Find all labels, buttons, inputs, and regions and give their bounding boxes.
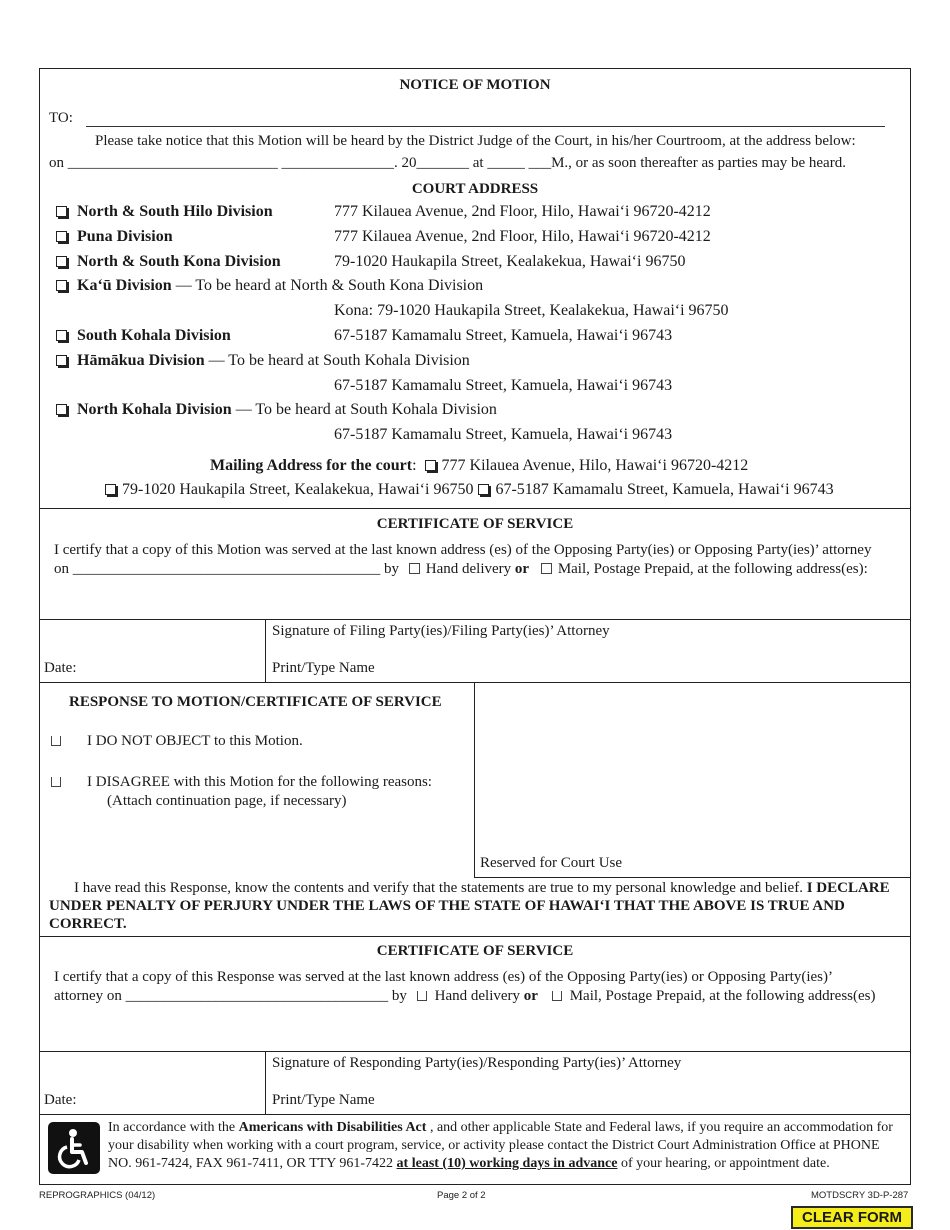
to-field[interactable]	[86, 126, 885, 127]
footer-page-number: Page 2 of 2	[437, 1190, 486, 1201]
divider	[40, 1051, 910, 1052]
divider	[265, 1051, 266, 1114]
division-checkbox-row[interactable]: Ka‘ū Division — To be heard at North & South Kona Division	[56, 277, 483, 295]
cert2-line1: I certify that a copy of this Response was served at the last known address (es) of the Opposing Party(ies) or Opposing Party(ies)’	[54, 969, 833, 985]
divider	[40, 682, 910, 683]
divider	[265, 619, 266, 682]
mailing-address-3: 67-5187 Kamamalu Street, Kamuela, Hawai‘i 96743	[495, 481, 834, 498]
no-object-checkbox[interactable]	[51, 736, 61, 746]
ada-text: In accordance with the Americans with Disabilities Act , and other applicable State and Federal laws, if you require an accommodation for your disability when working with a court program, service, or activity please contact the District Court Administration Office at PHONE NO. 961-7424, FAX 961-7411, OR TTY 961-7422 at least (10) working days in advance of your hearing, or appointment date.	[108, 1120, 893, 1171]
divider	[40, 508, 910, 509]
mail-checkbox[interactable]	[552, 991, 562, 1001]
cert1-line2: on _________________________________________ by Hand delivery or Mail, Postage Prepaid, at the following address(es):	[54, 561, 868, 577]
division-address: 67-5187 Kamamalu Street, Kamuela, Hawai‘i 96743	[334, 426, 673, 443]
division-checkbox-row[interactable]	[56, 203, 273, 221]
hand-delivery-checkbox[interactable]	[409, 563, 420, 574]
division-name: North & South Kona Division	[77, 253, 281, 270]
division-address: 67-5187 Kamamalu Street, Kamuela, Hawai‘i 96743	[334, 327, 673, 344]
division-name: South Kohala Division	[77, 327, 231, 344]
mailing-label: Mailing Address for the court	[210, 457, 413, 474]
division-name: Puna Division	[77, 228, 173, 245]
divider	[40, 619, 910, 620]
form-frame	[39, 68, 911, 1185]
disagree-option[interactable]: I DISAGREE with this Motion for the following reasons:	[51, 774, 432, 791]
mailing-address-line1: Mailing Address for the court: 777 Kilauea Avenue, Hilo, Hawai‘i 96720-4212	[210, 457, 749, 474]
cert1-heading: CERTIFICATE OF SERVICE	[376, 516, 574, 532]
disagree-checkbox[interactable]	[51, 777, 61, 787]
divider	[40, 936, 910, 937]
declaration-text: I have read this Response, know the contents and verify that the statements are true to my personal knowledge and belief. I DECLARE UNDER PENALTY OF PERJURY UNDER THE LAWS OF THE STATE OF HAWAI‘I THAT THE ABOVE IS TRUE AND CORRECT.	[49, 880, 890, 932]
mail-checkbox[interactable]	[541, 563, 552, 574]
divider	[474, 682, 475, 877]
print-name-label: Print/Type Name	[272, 1092, 375, 1108]
date-label: Date:	[44, 1092, 77, 1108]
no-object-option[interactable]: I DO NOT OBJECT to this Motion.	[51, 733, 303, 750]
checkbox-icon[interactable]	[425, 460, 436, 471]
mailing-address-2: 79-1020 Haukapila Street, Kealakekua, Hawai‘i 96750	[122, 481, 474, 498]
wheelchair-icon	[48, 1122, 100, 1174]
division-name: North Kohala Division	[77, 401, 232, 418]
notice-text-line2: on ____________________________ _______________. 20_______ at _____ ___M., or as soon thereafter as parties may be heard.	[49, 155, 846, 171]
mailing-address-line2	[105, 481, 834, 499]
division-address: Kona: 79-1020 Haukapila Street, Kealakekua, Hawai‘i 96750	[334, 302, 729, 319]
to-label: TO:	[49, 110, 73, 126]
checkbox-icon[interactable]	[56, 256, 67, 267]
division-checkbox-row[interactable]: North Kohala Division — To be heard at South Kohala Division	[56, 401, 497, 419]
hand-delivery-checkbox[interactable]	[417, 991, 427, 1001]
division-checkbox-row[interactable]	[56, 327, 231, 345]
notice-text-line1: Please take notice that this Motion will be heard by the District Judge of the Court, in his/her Courtroom, at the address below:	[95, 133, 856, 149]
checkbox-icon[interactable]	[56, 280, 67, 291]
division-checkbox-row[interactable]	[56, 228, 173, 246]
division-address: 777 Kilauea Avenue, 2nd Floor, Hilo, Hawai‘i 96720-4212	[334, 203, 711, 220]
reserved-court-use-label: Reserved for Court Use	[480, 855, 623, 871]
cert1-line1: I certify that a copy of this Motion was served at the last known address (es) of the Opposing Party(ies) or Opposing Party(ies)’ attorney	[54, 542, 872, 558]
division-address: 67-5187 Kamamalu Street, Kamuela, Hawai‘i 96743	[334, 377, 673, 394]
checkbox-icon[interactable]	[105, 484, 116, 495]
checkbox-icon[interactable]	[56, 206, 67, 217]
checkbox-icon[interactable]	[56, 231, 67, 242]
footer-reprographics: REPROGRAPHICS (04/12)	[39, 1190, 156, 1201]
division-checkbox-row[interactable]: Hāmākua Division — To be heard at South Kohala Division	[56, 352, 470, 370]
ada-notice	[40, 1114, 910, 1184]
divider	[474, 877, 910, 878]
mailing-address-1: 777 Kilauea Avenue, Hilo, Hawai‘i 96720-4212	[441, 457, 749, 474]
print-name-label: Print/Type Name	[272, 660, 375, 676]
cert2-heading: CERTIFICATE OF SERVICE	[376, 943, 574, 959]
date-label: Date:	[44, 660, 77, 676]
division-address: 777 Kilauea Avenue, 2nd Floor, Hilo, Hawai‘i 96720-4212	[334, 228, 711, 245]
court-address-heading: COURT ADDRESS	[411, 181, 539, 197]
checkbox-icon[interactable]	[56, 355, 67, 366]
signature-label: Signature of Filing Party(ies)/Filing Party(ies)’ Attorney	[272, 623, 610, 639]
division-name: Ka‘ū Division	[77, 277, 172, 294]
checkbox-icon[interactable]	[56, 404, 67, 415]
checkbox-icon[interactable]	[56, 330, 67, 341]
continuation-note: (Attach continuation page, if necessary)	[107, 793, 347, 809]
clear-form-button[interactable]: CLEAR FORM	[791, 1206, 913, 1229]
response-heading: RESPONSE TO MOTION/CERTIFICATE OF SERVICE	[69, 694, 442, 710]
division-name: North & South Hilo Division	[77, 203, 273, 220]
division-checkbox-row[interactable]	[56, 253, 281, 271]
footer-form-code: MOTDSCRY 3D-P-287	[811, 1190, 909, 1201]
division-name: Hāmākua Division	[77, 352, 205, 369]
checkbox-icon[interactable]	[478, 484, 489, 495]
cert2-line2: attorney on ___________________________________ by Hand delivery or Mail, Postage Prepaid, at the following address(es)	[54, 988, 876, 1004]
notice-title: NOTICE OF MOTION	[399, 77, 551, 93]
signature-label: Signature of Responding Party(ies)/Responding Party(ies)’ Attorney	[272, 1055, 682, 1071]
division-address: 79-1020 Haukapila Street, Kealakekua, Hawai‘i 96750	[334, 253, 686, 270]
